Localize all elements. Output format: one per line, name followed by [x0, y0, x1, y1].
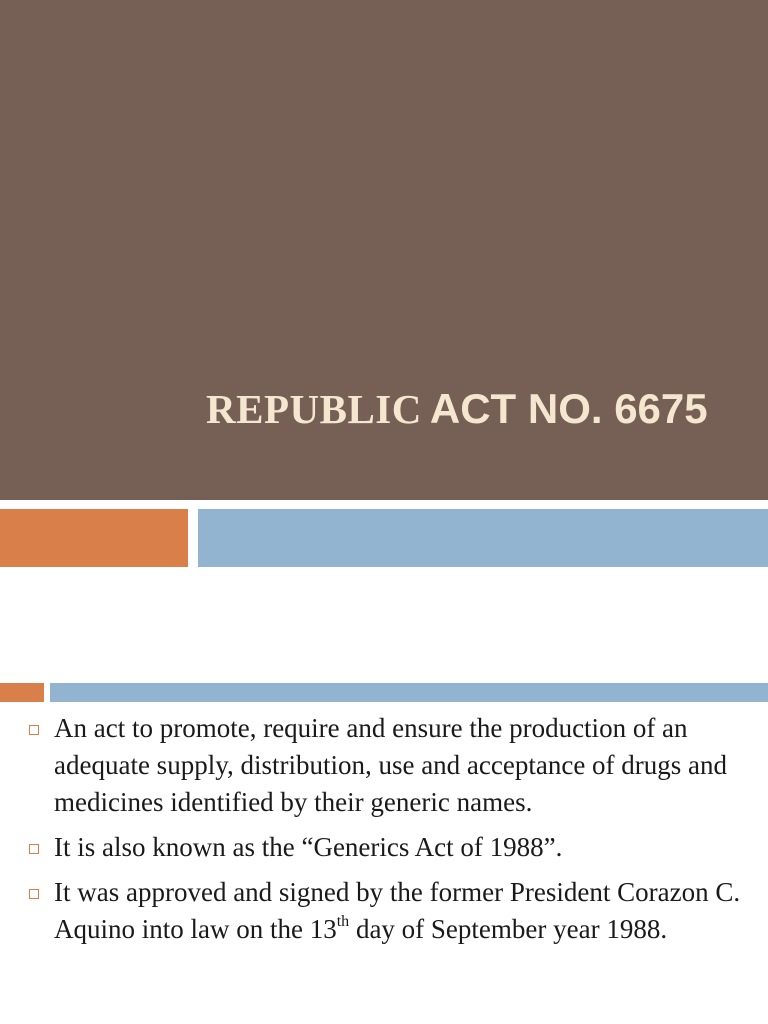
title-part-act-number: ACT NO. 6675: [429, 385, 708, 432]
bullet-item: [0, 874, 768, 948]
accent-bar-orange-small: [0, 683, 44, 702]
accent-bar-orange-top: [0, 509, 188, 567]
bullet-text: An act to promote, require and ensure the production of an adequate supply, distribution, use and acceptance of drugs and medicines identified by their generic names.: [54, 713, 728, 817]
square-bullet-icon: [29, 725, 39, 735]
bullet-superscript: th: [336, 913, 350, 930]
square-bullet-icon: [29, 844, 39, 854]
bullet-text-before: It was approved and signed by the former President Corazon C. Aquino into law on the 13: [54, 877, 741, 944]
bullet-item: [0, 710, 768, 821]
bullet-list: [0, 710, 768, 956]
title-panel: [0, 0, 768, 500]
slide-title: [206, 385, 746, 433]
accent-bar-blue-thin: [50, 683, 768, 702]
bullet-item: [0, 829, 768, 866]
bullet-text: It is also known as the “Generics Act of 1988”.: [54, 832, 563, 862]
accent-bar-blue-top: [198, 509, 768, 567]
square-bullet-icon: [29, 889, 39, 899]
title-part-republic: REPUBLIC: [206, 386, 422, 432]
bullet-text-after: day of September year 1988.: [349, 914, 668, 944]
